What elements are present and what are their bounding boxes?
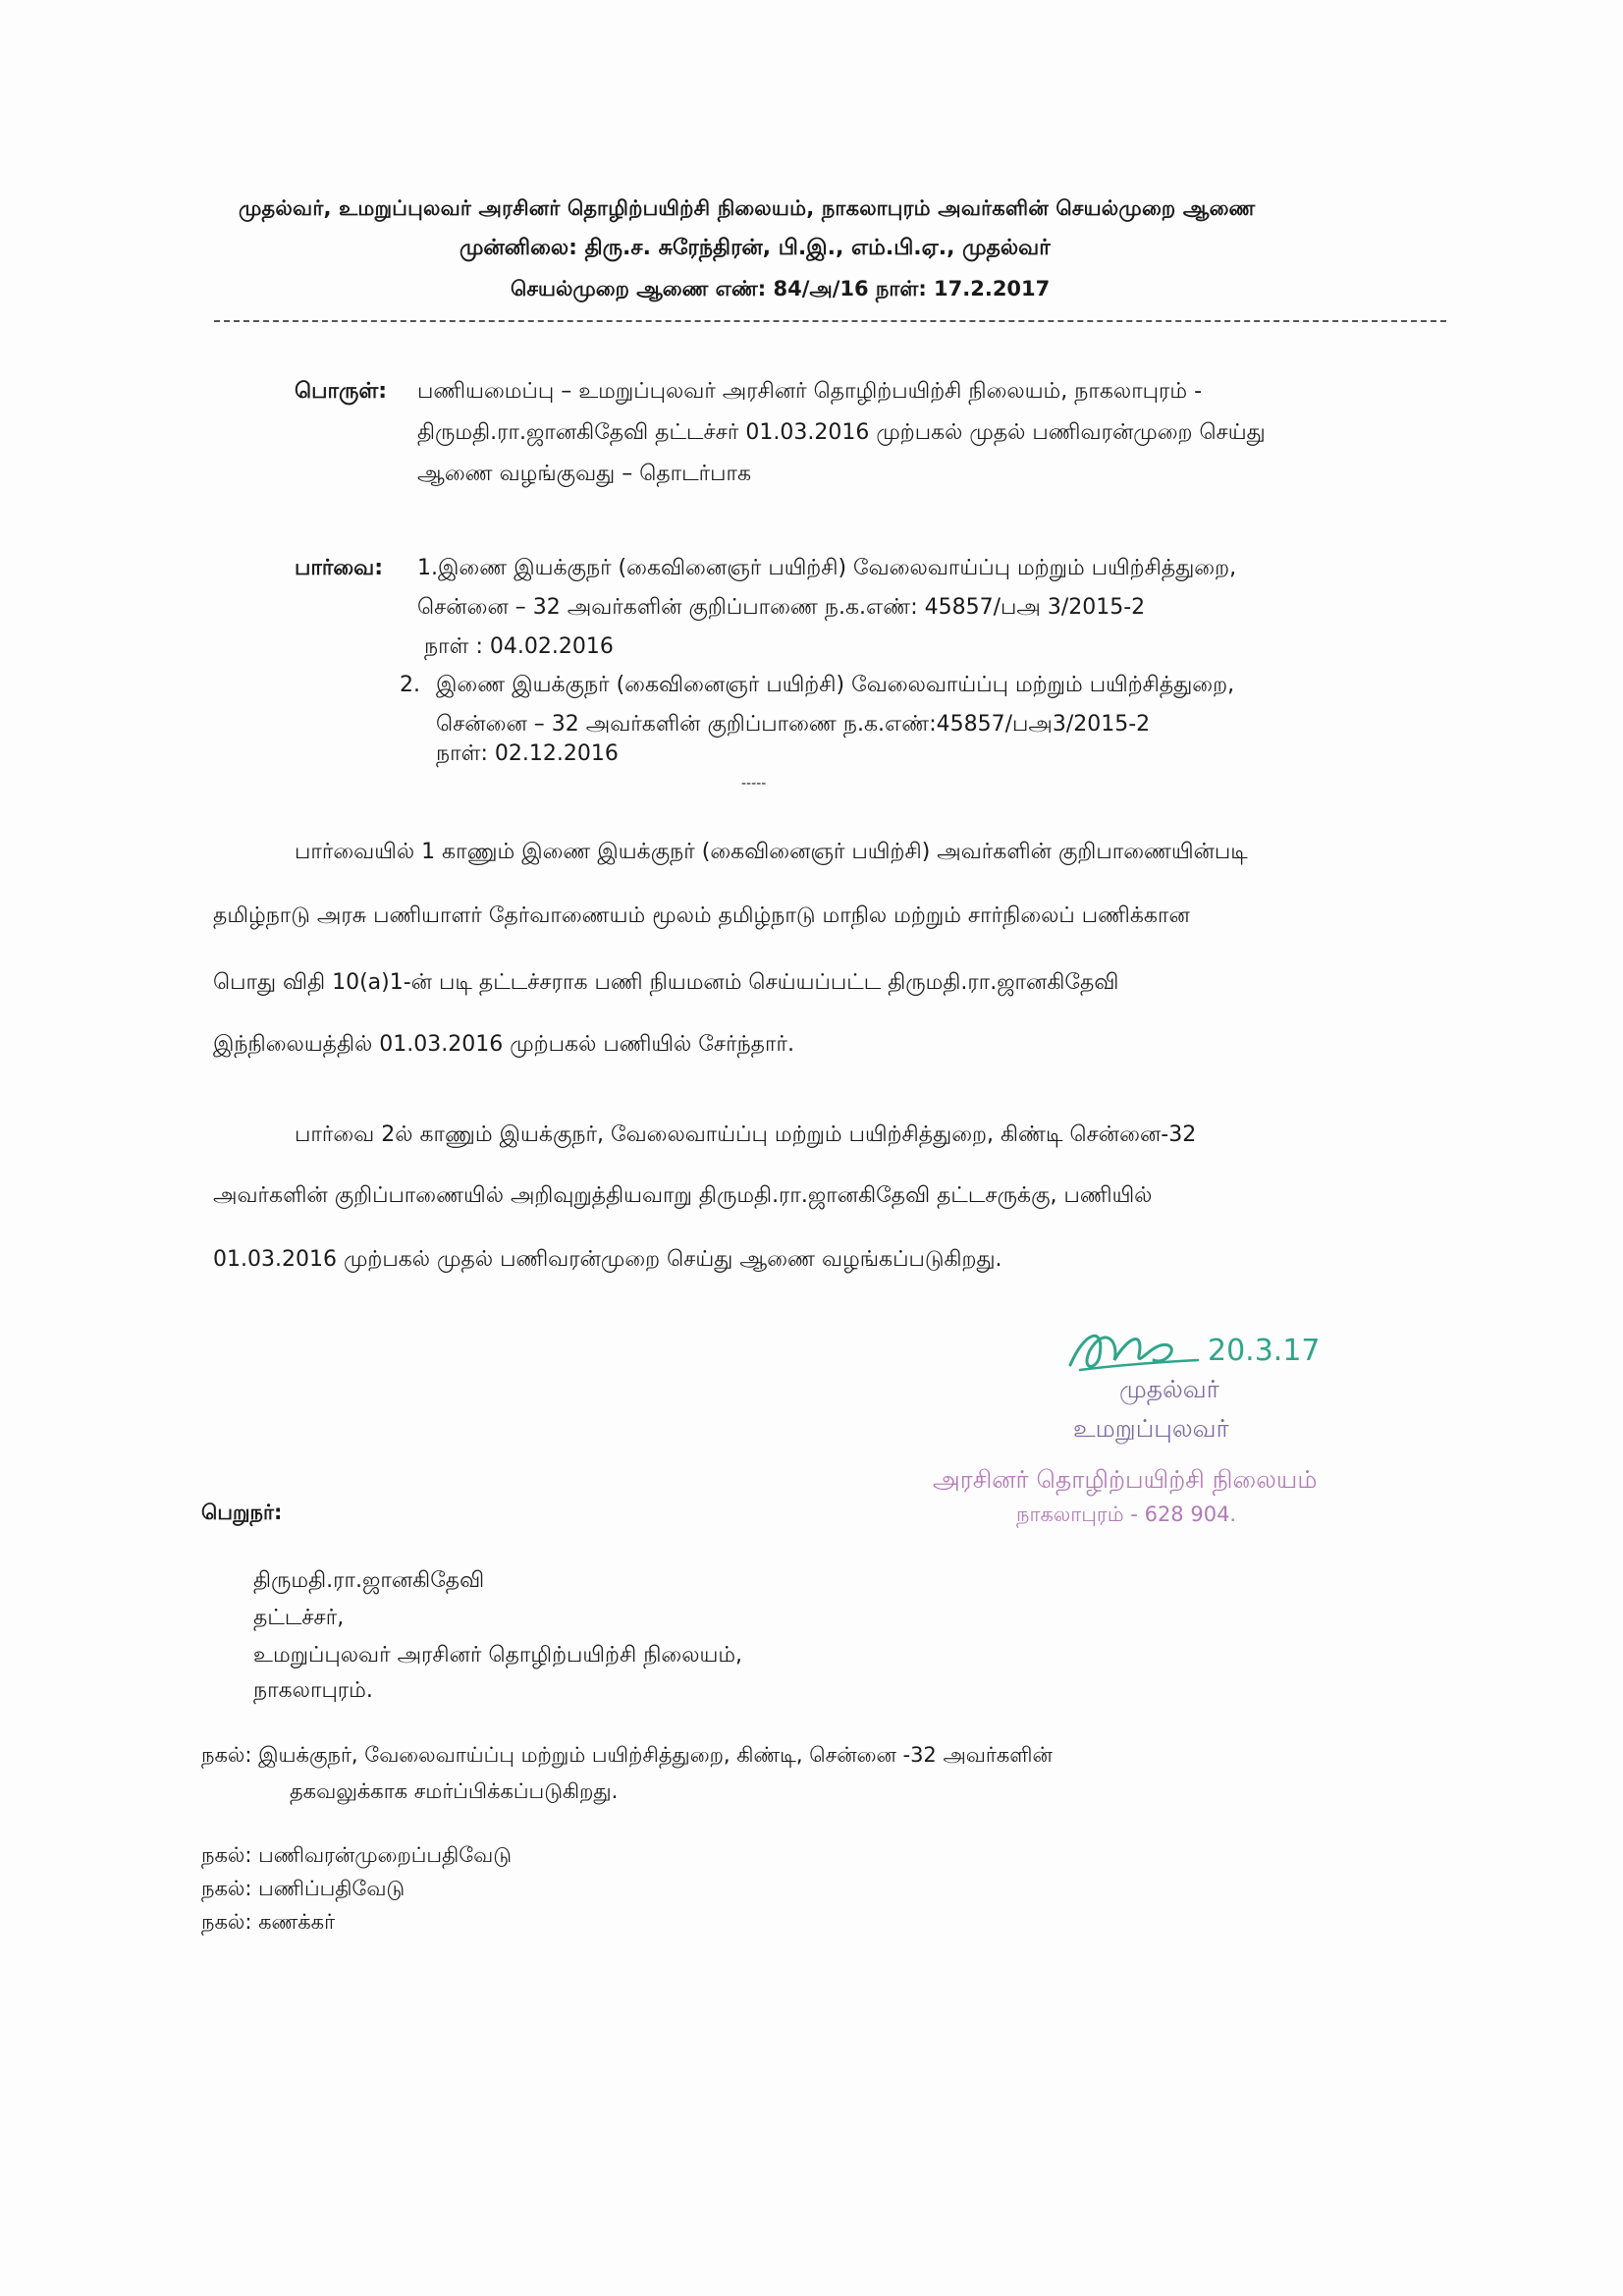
header-divider bbox=[214, 320, 1446, 322]
paragraph-2-line: 01.03.2016 முற்பகல் முதல் பணிவரன்முறை செய்து ஆணை வழங்கப்படுகிறது. bbox=[213, 1247, 1002, 1272]
signature-date: 20.3.17 bbox=[1208, 1334, 1321, 1368]
recipient-line: நாகலாபுரம். bbox=[253, 1678, 373, 1703]
seal-title: முதல்வர் bbox=[1119, 1375, 1219, 1403]
paragraph-1-line: பொது விதி 10(a)1-ன் படி தட்டச்சராக பணி நியமனம் செய்யப்பட்ட திருமதி.ரா.ஜானகிதேவி bbox=[213, 970, 1119, 995]
subject-line: பணியமைப்பு – உமறுப்புலவர் அரசினர் தொழிற்பயிற்சி நிலையம், நாகலாபுரம் - bbox=[417, 379, 1203, 404]
copy-to-line: நகல்: பணிவரன்முறைப்பதிவேடு bbox=[201, 1843, 512, 1867]
subject-line: திருமதி.ரா.ஜானகிதேவி தட்டச்சர் 01.03.2016 முற்பகல் முதல் பணிவரன்முறை செய்து bbox=[417, 420, 1266, 445]
reference-1-date: நாள் : 04.02.2016 bbox=[424, 634, 614, 659]
paragraph-1-line: தமிழ்நாடு அரசு பணியாளர் தேர்வாணையம் மூலம் தமிழ்நாடு மாநில மற்றும் சார்நிலைப் பணிக்கான bbox=[213, 903, 1190, 928]
reference-2-line: சென்னை – 32 அவர்களின் குறிப்பாணை ந.க.எண்:45857/பஅ3/2015-2 bbox=[436, 712, 1151, 737]
reference-2-line: இணை இயக்குநர் (கைவினைஞர் பயிற்சி) வேலைவாய்ப்பு மற்றும் பயிற்சித்துறை, bbox=[436, 673, 1235, 697]
reference-1-line: 1.இணை இயக்குநர் (கைவினைஞர் பயிற்சி) வேலைவாய்ப்பு மற்றும் பயிற்சித்துறை, bbox=[417, 556, 1237, 580]
copy-to-line: நகல்: கணக்கர் bbox=[201, 1910, 336, 1934]
seal-institute-type: அரசினர் தொழிற்பயிற்சி நிலையம் bbox=[933, 1465, 1318, 1494]
order-number-date: செயல்முறை ஆணை எண்: 84/அ/16 நாள்: 17.2.2017 bbox=[511, 277, 1051, 301]
copy-to-line: நகல்: பணிப்பதிவேடு bbox=[201, 1877, 406, 1900]
paragraph-2-line: அவர்களின் குறிப்பாணையில் அறிவுறுத்தியவாறு திருமதி.ரா.ஜானகிதேவி தட்டசருக்கு, பணியில் bbox=[213, 1183, 1153, 1208]
subject-line: ஆணை வழங்குவது – தொடர்பாக bbox=[417, 462, 752, 486]
presiding-officer: முன்னிலை: திரு.ச. சுரேந்திரன், பி.இ., எம்.பி.ஏ., முதல்வர் bbox=[460, 236, 1051, 260]
order-heading: முதல்வர், உமறுப்புலவர் அரசினர் தொழிற்பயிற்சி நிலையம், நாகலாபுரம் அவர்களின் செயல்முறை ஆணை bbox=[239, 196, 1256, 220]
reference-separator: ----- bbox=[741, 776, 767, 792]
recipient-line: தட்டச்சர், bbox=[253, 1606, 345, 1630]
paragraph-1-line: இந்நிலையத்தில் 01.03.2016 முற்பகல் பணியில் சேர்ந்தார். bbox=[213, 1032, 794, 1057]
reference-1-line: சென்னை – 32 அவர்களின் குறிப்பாணை ந.க.எண்: 45857/பஅ 3/2015-2 bbox=[417, 595, 1146, 620]
reference-label: பார்வை: bbox=[295, 556, 384, 580]
recipient-label: பெறுநர்: bbox=[201, 1501, 283, 1524]
copy-to-line: தகவலுக்காக சமர்ப்பிக்கப்படுகிறது. bbox=[290, 1779, 619, 1803]
reference-2-number: 2. bbox=[400, 673, 420, 697]
seal-institute-name: உமறுப்புலவர் bbox=[1073, 1414, 1229, 1443]
seal-address: நாகலாபுரம் - 628 904. bbox=[1016, 1503, 1237, 1526]
paragraph-2-line: பார்வை 2ல் காணும் இயக்குநர், வேலைவாய்ப்பு மற்றும் பயிற்சித்துறை, கிண்டி சென்னை-32 bbox=[295, 1122, 1197, 1147]
copy-to-line: நகல்: இயக்குநர், வேலைவாய்ப்பு மற்றும் பயிற்சித்துறை, கிண்டி, சென்னை -32 அவர்களின் bbox=[201, 1743, 1053, 1767]
recipient-line: திருமதி.ரா.ஜானகிதேவி bbox=[253, 1568, 485, 1593]
recipient-line: உமறுப்புலவர் அரசினர் தொழிற்பயிற்சி நிலையம், bbox=[253, 1643, 743, 1667]
reference-2-date: நாள்: 02.12.2016 bbox=[436, 741, 619, 766]
subject-label: பொருள்: bbox=[295, 379, 388, 404]
paragraph-1-line: பார்வையில் 1 காணும் இணை இயக்குநர் (கைவினைஞர் பயிற்சி) அவர்களின் குறிபாணையின்படி bbox=[295, 840, 1248, 864]
